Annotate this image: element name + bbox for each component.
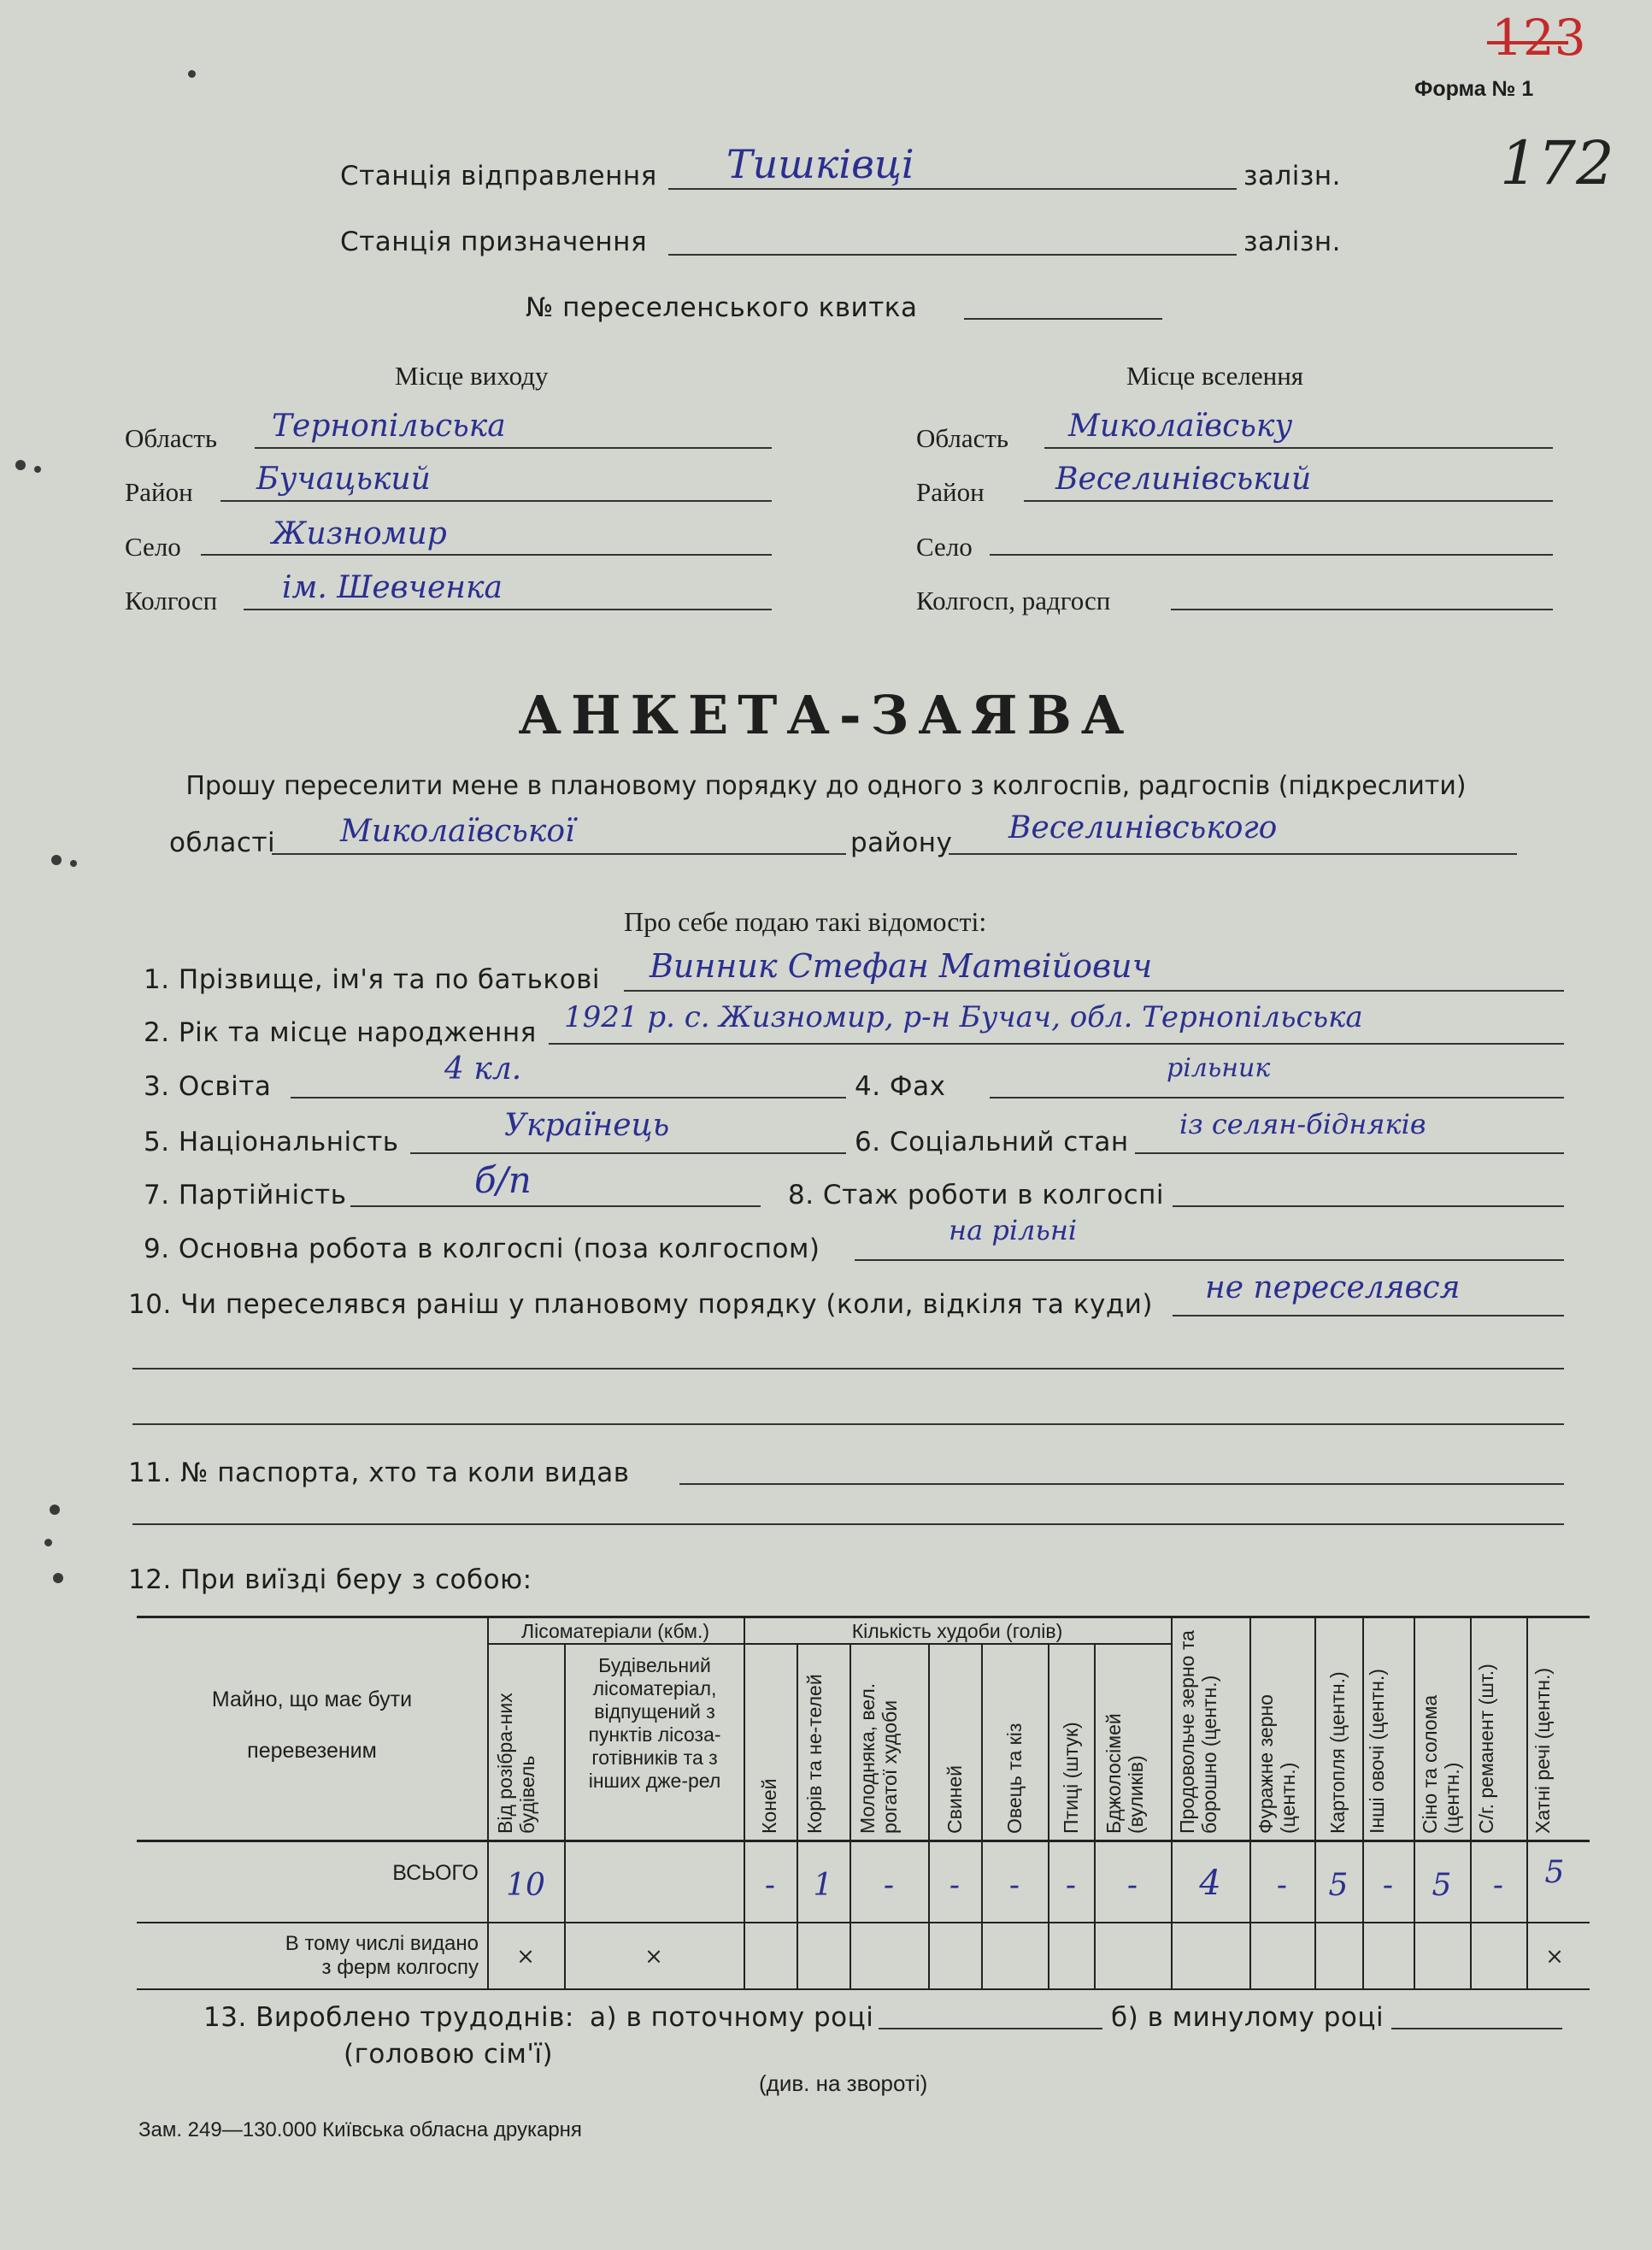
table-bottom-rule — [137, 1988, 1590, 1990]
total-bees: - — [1126, 1868, 1138, 1903]
request-raion-label: району — [850, 828, 953, 858]
destination-selo-line — [990, 554, 1553, 556]
header-fodder: Фуражне зерно (центн.) — [1255, 1694, 1299, 1834]
destination-kolhosp-line — [1171, 609, 1553, 610]
table-col-rule — [1314, 1616, 1316, 1988]
field-5-line — [410, 1152, 846, 1154]
intro-text: Про себе подаю такі відомості: — [624, 906, 987, 937]
origin-heading: Місце виходу — [395, 361, 549, 391]
origin-selo-label: Село — [125, 532, 181, 562]
row-issued-label-2: з ферм колгоспу — [321, 1956, 479, 1979]
table-header-rule — [137, 1840, 1590, 1842]
total-fodder: - — [1276, 1868, 1288, 1903]
workdays-label: 13. Вироблено трудоднів: — [203, 2002, 574, 2033]
field-11-line — [679, 1483, 1564, 1485]
field-9-line — [855, 1259, 1564, 1261]
table-row-rule — [137, 1922, 1590, 1923]
header-hay: Сіно та солома (центн.) — [1419, 1694, 1463, 1834]
destination-oblast-label: Область — [916, 423, 1009, 453]
punch-hole-mark — [34, 466, 41, 473]
field-1-value: Винник Стефан Матвійович — [650, 947, 1153, 985]
origin-kolhosp-line — [244, 609, 772, 610]
form-number-label: Форма № 1 — [1414, 77, 1534, 101]
field-9-value: на рільні — [949, 1214, 1078, 1246]
workdays-a-line — [879, 2028, 1102, 2029]
origin-oblast-line — [255, 447, 772, 449]
issued-building-lumber: × — [644, 1944, 663, 1970]
total-birds: - — [1065, 1868, 1077, 1903]
origin-raion-label: Район — [125, 477, 193, 507]
header-lumber-group: Лісоматеріали (кбм.) — [520, 1620, 710, 1642]
header-household: Хатні речі (центн.) — [1531, 1667, 1554, 1834]
table-col-rule — [1414, 1616, 1415, 1988]
field-1-label: 1. Прізвище, ім'я та по батькові — [144, 964, 600, 995]
table-col-rule — [928, 1643, 930, 1988]
issued-dismantled: × — [516, 1944, 535, 1970]
archive-sheet-number: 123 — [1491, 9, 1586, 67]
table-col-rule — [797, 1643, 798, 1988]
field-3-value: 4 кл. — [444, 1051, 522, 1087]
destination-raion-line — [1024, 500, 1553, 502]
header-cattle-group: Кількість худоби (голів) — [851, 1620, 1063, 1642]
punch-hole-mark — [51, 855, 62, 865]
destination-oblast-value: Миколаївську — [1068, 409, 1293, 444]
departure-station-value: Тишківці — [726, 141, 914, 187]
field-9-label: 9. Основна робота в колгоспі (поза колгоспом) — [144, 1234, 820, 1264]
field-10-line-3 — [132, 1423, 1564, 1425]
field-1-line — [624, 990, 1564, 992]
table-col-rule — [1362, 1616, 1364, 1988]
destination-heading: Місце вселення — [1126, 361, 1304, 391]
punch-hole-mark — [70, 860, 77, 867]
punch-hole-mark — [50, 1505, 60, 1515]
total-sheep: - — [1008, 1868, 1020, 1903]
request-raion-line — [949, 853, 1517, 855]
table-col-rule — [744, 1616, 745, 1988]
total-young-cattle: - — [883, 1868, 895, 1903]
destination-kolhosp-label: Колгосп, радгосп — [916, 586, 1111, 616]
field-3-label: 3. Освіта — [144, 1071, 272, 1102]
field-7-line — [350, 1205, 761, 1207]
field-6-value: із селян-бідняків — [1179, 1108, 1426, 1140]
row-total-label: ВСЬОГО — [392, 1861, 479, 1885]
destination-station-line — [668, 254, 1237, 256]
punch-hole-mark — [44, 1539, 52, 1546]
see-back-note: (див. на звороті) — [759, 2070, 928, 2096]
total-vegetables: - — [1382, 1868, 1394, 1903]
header-grain: Продовольче зерно та борошно (центн.) — [1176, 1630, 1220, 1834]
header-building-lumber: Будівельний лісоматеріал, відпущений з пунктів лісоза-готівників та з інших дже-рел — [588, 1654, 721, 1792]
field-2-value: 1921 р. с. Жизномир, р-н Бучач, обл. Тернопільська — [564, 1000, 1363, 1034]
origin-kolhosp-value: ім. Шевченка — [282, 570, 503, 605]
origin-selo-value: Жизномир — [272, 516, 447, 551]
total-harness: - — [1492, 1868, 1504, 1903]
field-10-value: не переселявся — [1205, 1270, 1461, 1305]
printer-imprint: Зам. 249—130.000 Київська обласна друкарня — [138, 2118, 582, 2141]
request-raion-value: Веселинівського — [1008, 810, 1278, 845]
workdays-a-label: а) в поточному році — [590, 2002, 874, 2033]
destination-raion-label: Район — [916, 477, 985, 507]
field-2-label: 2. Рік та місце народження — [144, 1017, 537, 1048]
total-cows: 1 — [813, 1868, 833, 1903]
table-col-rule — [850, 1643, 851, 1988]
total-potato: 5 — [1328, 1868, 1349, 1903]
total-dismantled: 10 — [506, 1868, 545, 1903]
field-5-label: 5. Національність — [144, 1127, 399, 1157]
header-pigs: Свиней — [944, 1764, 966, 1834]
table-col-rule — [1171, 1616, 1173, 1988]
table-top-rule — [137, 1616, 1590, 1618]
departure-station-label: Станція відправлення — [340, 161, 657, 191]
header-bees: Бджолосімей (вуликів) — [1102, 1713, 1147, 1834]
table-col-rule — [487, 1616, 489, 1988]
destination-selo-label: Село — [916, 532, 973, 562]
field-10-label: 10. Чи переселявся раніш у плановому порядку (коли, відкіля та куди) — [128, 1289, 1153, 1320]
field-12-label: 12. При виїзді беру з собою: — [128, 1564, 532, 1595]
total-grain: 4 — [1199, 1864, 1221, 1903]
field-7-value: б/п — [474, 1159, 532, 1201]
header-young-cattle: Молодняка, вел. рогатої худоби — [856, 1682, 901, 1834]
table-col-rule — [1094, 1643, 1096, 1988]
workdays-b-line — [1391, 2028, 1562, 2029]
field-10-line-2 — [132, 1368, 1564, 1369]
destination-oblast-line — [1044, 447, 1553, 449]
destination-rail-suffix: залізн. — [1243, 227, 1342, 257]
field-4-value: рільник — [1167, 1053, 1271, 1083]
origin-kolhosp-label: Колгосп — [125, 586, 218, 616]
header-horses: Коней — [758, 1778, 780, 1834]
total-household: 5 — [1544, 1855, 1565, 1890]
table-col-rule — [981, 1643, 983, 1988]
destination-raion-value: Веселинівський — [1055, 462, 1312, 497]
field-2-line — [549, 1043, 1564, 1045]
header-birds: Птиці (штук) — [1060, 1722, 1082, 1834]
header-property-1: Майно, що має бути — [211, 1688, 413, 1711]
request-oblast-line — [272, 853, 846, 855]
field-4-label: 4. Фах — [855, 1071, 946, 1102]
field-6-line — [1135, 1152, 1564, 1154]
header-cows: Корів та не-телей — [803, 1674, 826, 1834]
header-property-2: перевезеним — [247, 1739, 377, 1763]
origin-oblast-label: Область — [125, 423, 218, 453]
table-group-rule — [487, 1643, 1171, 1645]
table-col-rule — [1048, 1643, 1049, 1988]
field-8-line — [1173, 1205, 1564, 1207]
header-potato: Картопля (центн.) — [1326, 1671, 1349, 1834]
origin-raion-value: Бучацький — [256, 462, 431, 497]
field-6-label: 6. Соціальний стан — [855, 1127, 1129, 1157]
field-11-label: 11. № паспорта, хто та коли видав — [128, 1458, 630, 1488]
departure-station-line — [668, 188, 1237, 190]
field-8-label: 8. Стаж роботи в колгоспі — [788, 1180, 1165, 1210]
header-vegetables: Інші овочі (центн.) — [1366, 1669, 1388, 1834]
field-10-line — [1173, 1315, 1564, 1316]
workdays-b-label: б) в минулому році — [1111, 2002, 1385, 2033]
field-3-line — [291, 1097, 846, 1098]
table-col-rule — [1249, 1616, 1251, 1988]
field-7-label: 7. Партійність — [144, 1180, 347, 1210]
departure-rail-suffix: залізн. — [1243, 161, 1342, 191]
punch-hole-mark — [188, 70, 196, 78]
table-col-rule — [564, 1643, 566, 1988]
request-oblast-label: області — [169, 828, 276, 858]
issued-household: × — [1545, 1944, 1564, 1970]
origin-oblast-value: Тернопільська — [272, 409, 506, 444]
archive-strike-line — [1487, 41, 1568, 44]
archive-stamp-number: 172 — [1500, 128, 1614, 198]
punch-hole-mark — [15, 460, 26, 470]
punch-hole-mark — [53, 1573, 63, 1583]
header-harness: С/г. реманент (шт.) — [1475, 1664, 1497, 1834]
request-oblast-value: Миколаївської — [340, 814, 575, 849]
field-11-line-2 — [132, 1523, 1564, 1525]
total-hay: 5 — [1432, 1868, 1452, 1903]
field-5-value: Українець — [504, 1108, 670, 1143]
table-col-rule — [1526, 1616, 1528, 1988]
ticket-number-line — [964, 318, 1162, 320]
header-dismantled: Від розібра-них будівель — [494, 1693, 538, 1834]
origin-selo-line — [201, 554, 772, 556]
ticket-number-label: № переселенського квитка — [526, 292, 918, 323]
destination-station-label: Станція призначення — [340, 227, 648, 257]
row-issued-label-1: В тому числі видано — [285, 1932, 479, 1955]
total-pigs: - — [949, 1868, 961, 1903]
document-title: АНКЕТА-ЗАЯВА — [518, 684, 1134, 746]
table-col-rule — [1470, 1616, 1472, 1988]
header-sheep: Овець та кіз — [1003, 1723, 1026, 1834]
workdays-sub-label: (головою сім'ї) — [344, 2039, 554, 2070]
total-horses: - — [764, 1868, 776, 1903]
request-text: Прошу переселити мене в плановому порядку до одного з колгоспів, радгоспів (підкреслити) — [185, 771, 1467, 801]
origin-raion-line — [220, 500, 772, 502]
field-4-line — [990, 1097, 1564, 1098]
